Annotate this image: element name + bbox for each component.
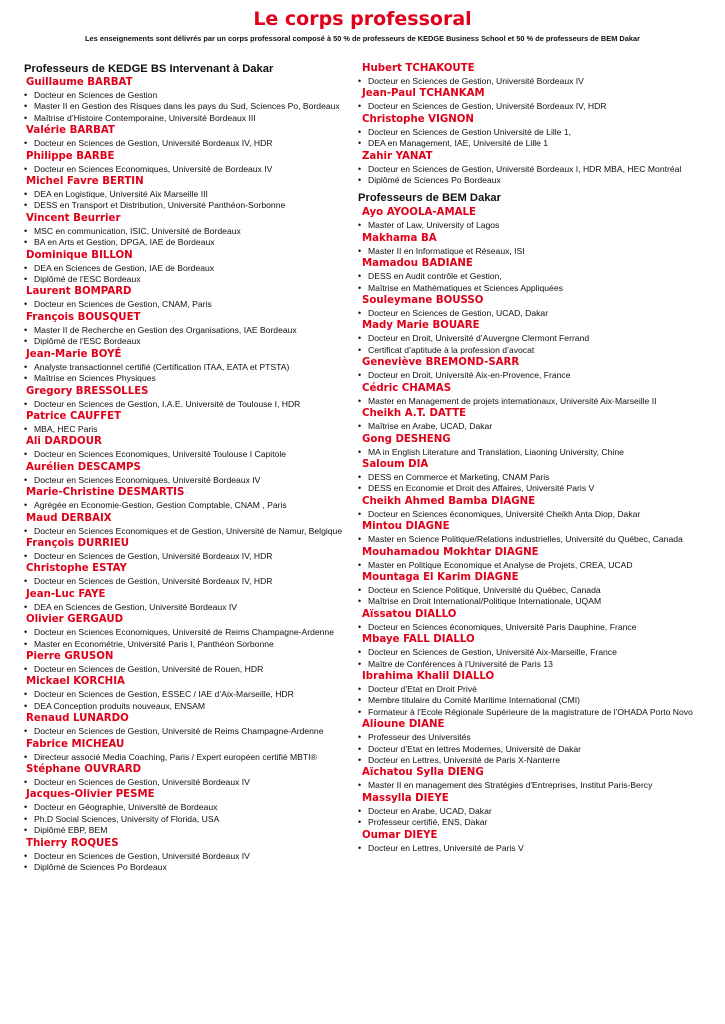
professor-entry — [24, 675, 344, 711]
credential-item: • Docteur en Sciences Economiques, Université de Bordeaux IV — [24, 164, 344, 174]
professor-name: Renaud LUNARDO — [26, 713, 129, 725]
professor-entry — [358, 113, 703, 149]
credential-list — [358, 421, 703, 431]
credential-item: • Docteur en Arabe, UCAD, Dakar — [358, 806, 703, 816]
credential-item: • Docteur en Sciences Economiques, Université Toulouse I Capitole — [24, 449, 344, 459]
credential-item: • Maîtrise en Arabe, UCAD, Dakar — [358, 421, 703, 431]
credential-item: • Docteur en Sciences de Gestion, Université Bordeaux IV, HDR — [24, 138, 344, 148]
right-column — [358, 62, 703, 854]
credential-item: • Docteur en Sciences de Gestion Université de Lille 1, — [358, 127, 703, 137]
professor-name: Mouhamadou Mokhtar DIAGNE — [362, 546, 539, 558]
professor-entry — [24, 285, 344, 309]
professor-name: Christophe VIGNON — [362, 113, 474, 125]
credential-item: • Master en Politique Economique et Analyse de Projets, CREA, UCAD — [358, 560, 703, 570]
credential-item: • Docteur en Sciences économiques, Université Cheikh Anta Diop, Dakar — [358, 509, 703, 519]
credential-item: • Master II en Informatique et Réseaux, ISI — [358, 246, 703, 256]
professor-name: Geneviève BREMOND-SARR — [362, 357, 520, 369]
credential-item: • Master II de Recherche en Gestion des Organisations, IAE Bordeaux — [24, 325, 344, 335]
credential-list — [358, 308, 703, 318]
credential-item: • Diplômé de l’ESC Bordeaux — [24, 274, 344, 284]
professor-entry — [24, 435, 344, 459]
credential-list — [24, 689, 344, 711]
credential-item: • Diplômé de l’ESC Bordeaux — [24, 336, 344, 346]
credential-list — [358, 220, 703, 230]
professor-entry — [358, 792, 703, 828]
professor-entry — [24, 738, 344, 762]
credential-list — [358, 732, 703, 765]
professor-name: Maud DERBAIX — [26, 512, 112, 524]
professor-entry — [358, 150, 703, 186]
professor-name: Thierry ROQUES — [26, 837, 119, 849]
professor-entry — [24, 512, 344, 536]
credential-item: • Maître de Conférences à l’Université de Paris 13 — [358, 659, 703, 669]
credential-item: • Ph.D Social Sciences, University of Florida, USA — [24, 814, 344, 824]
credential-list — [358, 585, 703, 607]
credential-item: • BA en Arts et Gestion, DPGA, IAE de Bordeaux — [24, 237, 344, 247]
kedge-professor-list — [24, 76, 344, 872]
credential-item: • Docteur d’Etat en Droit Privé — [358, 684, 703, 694]
credential-list — [358, 560, 703, 570]
credential-list — [358, 370, 703, 380]
credential-item: • Docteur en Sciences de Gestion, Université de Reims Champagne-Ardenne — [24, 726, 344, 736]
professor-entry — [358, 608, 703, 632]
professor-name: Michel Favre BERTIN — [26, 176, 144, 188]
credential-item: • DESS en Audit contrôle et Gestion, — [358, 271, 703, 281]
credential-item: • Docteur en Lettres, Université de Paris X-Nanterre — [358, 755, 703, 765]
credential-list — [358, 76, 703, 86]
credential-list — [358, 509, 703, 519]
credential-item: • DEA en Sciences de Gestion, Université Bordeaux IV — [24, 602, 344, 612]
credential-list — [358, 396, 703, 406]
credential-list — [24, 551, 344, 561]
credential-item: • Master en Econométrie, Université Paris I, Panthéon Sorbonne — [24, 639, 344, 649]
professor-entry — [24, 537, 344, 561]
credential-item: • Docteur en Sciences de Gestion, UCAD, Dakar — [358, 308, 703, 318]
professor-entry — [24, 788, 344, 835]
credential-list — [24, 752, 344, 762]
professor-name: Saloum DIA — [362, 458, 429, 470]
credential-list — [358, 101, 703, 111]
professor-entry — [24, 76, 344, 123]
credential-list — [24, 362, 344, 384]
credential-item: • Master en Management de projets internationaux, Université Aix-Marseille II — [358, 396, 703, 406]
credential-list — [24, 500, 344, 510]
credential-list — [358, 780, 703, 790]
credential-item: • MA in English Literature and Translation, Liaoning University, Chine — [358, 447, 703, 457]
credential-item: • DEA en Logistique, Université Aix Marseille III — [24, 189, 344, 199]
professor-entry — [24, 348, 344, 384]
credential-item: • DEA Conception produits nouveaux, ENSAM — [24, 701, 344, 711]
credential-list — [358, 472, 703, 494]
professor-name: Guillaume BARBAT — [26, 77, 133, 88]
professor-entry — [358, 232, 703, 256]
credential-list — [358, 246, 703, 256]
credential-item: • Agrégée en Economie-Gestion, Gestion Comptable, CNAM , Paris — [24, 500, 344, 510]
professor-name: Jean-Marie BOYÉ — [26, 348, 122, 360]
credential-list — [24, 189, 344, 211]
credential-list — [358, 164, 703, 186]
kedge-section-heading: Professeurs de KEDGE BS Intervenant à Dakar — [24, 63, 274, 75]
kedge-professor-list-continued — [358, 62, 703, 185]
professor-name: Philippe BARBE — [26, 150, 115, 162]
professor-entry — [358, 319, 703, 355]
professor-name: Ayo AYOOLA-AMALE — [362, 207, 476, 219]
professor-entry — [24, 385, 344, 409]
credential-list — [24, 90, 344, 123]
credential-item: • Docteur en Sciences de Gestion, Université Bordeaux IV — [358, 76, 703, 86]
credential-list — [358, 843, 703, 853]
left-column — [24, 62, 344, 873]
professor-name: Alioune DIANE — [362, 719, 445, 731]
professor-entry — [358, 766, 703, 790]
credential-list — [24, 802, 344, 835]
professor-entry — [24, 763, 344, 787]
professor-entry — [24, 562, 344, 586]
professor-name: Ibrahima Khalil DIALLO — [362, 670, 495, 682]
credential-item: • Master II en management des Stratégies d'Entreprises, Institut Paris-Bercy — [358, 780, 703, 790]
professor-name: Massylla DIEYE — [362, 792, 449, 804]
credential-item: • Maîtrise en Sciences Physiques — [24, 373, 344, 383]
professor-entry — [358, 718, 703, 765]
page-subtitle: Les enseignements sont délivrés par un corps professoral composé à 50 % de professeurs de KEDGE Business School et 50 % de professeurs de BEM Dakar — [85, 34, 640, 43]
page-title: Le corps professoral — [253, 8, 472, 30]
credential-item: • DESS en Economie et Droit des Affaires, Université Paris V — [358, 483, 703, 493]
professor-name: Cédric CHAMAS — [362, 382, 452, 394]
credential-item: • Docteur en Sciences de Gestion, Université Bordeaux I, HDR MBA, HEC Montréal — [358, 164, 703, 174]
professor-entry — [358, 829, 703, 853]
professor-entry — [24, 613, 344, 649]
professor-name: Aïchatou Sylla DIENG — [362, 767, 484, 779]
professor-name: Mady Marie BOUARE — [362, 320, 480, 332]
professor-entry — [358, 356, 703, 380]
credential-item: • Docteur en Sciences économiques, Université Paris Dauphine, France — [358, 622, 703, 632]
professor-name: Pierre GRUSON — [26, 650, 114, 662]
credential-list — [24, 424, 344, 434]
credential-item: • Professeur des Universités — [358, 732, 703, 742]
professor-name: Mintou DIAGNE — [362, 521, 450, 533]
credential-list — [24, 449, 344, 459]
credential-item: • Analyste transactionnel certifié (Certification ITAA, EATA et PTSTA) — [24, 362, 344, 372]
professor-entry — [24, 311, 344, 347]
professor-entry — [24, 588, 344, 612]
professor-entry — [24, 410, 344, 434]
bem-section-heading: Professeurs de BEM Dakar — [358, 192, 502, 205]
professor-entry — [358, 458, 703, 494]
professor-name: Aurélien DESCAMPS — [26, 461, 141, 473]
credential-item: • Docteur en Droit, Université d’Auvergne Clermont Ferrand — [358, 333, 703, 343]
professor-name: Patrice CAUFFET — [26, 410, 122, 422]
professor-entry — [358, 571, 703, 607]
professor-name: Jacques-Olivier PESME — [26, 789, 155, 801]
professor-entry — [24, 150, 344, 174]
credential-item: • Maîtrise en Mathématiques et Sciences Appliquées — [358, 283, 703, 293]
credential-item: • Docteur en Sciences de Gestion, Université Bordeaux IV — [24, 851, 344, 861]
bem-professor-list — [358, 206, 703, 853]
credential-item: • Docteur en Sciences de Gestion, Université Bordeaux IV, HDR — [24, 551, 344, 561]
professor-name: Gregory BRESSOLLES — [26, 385, 149, 397]
credential-item: • MSC en communication, ISIC, Université de Bordeaux — [24, 226, 344, 236]
credential-item: • Diplômé de Sciences Po Bordeaux — [358, 175, 703, 185]
professor-name: Fabrice MICHEAU — [26, 738, 125, 750]
credential-list — [24, 164, 344, 174]
credential-item: • DESS en Commerce et Marketing, CNAM Paris — [358, 472, 703, 482]
professor-entry — [358, 670, 703, 717]
credential-item: • Docteur en Sciences de Gestion, I.A.E. Université de Toulouse I, HDR — [24, 399, 344, 409]
professor-name: Laurent BOMPARD — [26, 286, 132, 298]
credential-item: • Membre titulaire du Comité Maritime International (CMI) — [358, 695, 703, 705]
credential-list — [358, 447, 703, 457]
professor-entry — [358, 433, 703, 457]
professor-name: Jean-Paul TCHANKAM — [362, 88, 485, 100]
credential-item: • Directeur associé Media Coaching, Paris / Expert européen certifié MBTI® — [24, 752, 344, 762]
professor-entry — [358, 87, 703, 111]
credential-item: • DESS en Transport et Distribution, Université Panthéon-Sorbonne — [24, 200, 344, 210]
professor-name: Makhama BA — [362, 232, 437, 244]
professor-name: Cheikh A.T. DATTE — [362, 408, 467, 420]
credential-item: • Docteur en Sciences de Gestion, Université Bordeaux IV, HDR — [24, 576, 344, 586]
credential-list — [358, 534, 703, 544]
professor-name: François BOUSQUET — [26, 311, 141, 323]
credential-item: • Docteur en Droit, Université Aix-en-Provence, France — [358, 370, 703, 380]
credential-item: • Master II en Gestion des Risques dans les pays du Sud, Sciences Po, Bordeaux — [24, 101, 344, 111]
credential-item: • Maîtrise en Droit International/Politique Internationale, UQAM — [358, 596, 703, 606]
professor-name: Christophe ESTAY — [26, 563, 127, 575]
professor-name: Ali DARDOUR — [26, 436, 102, 448]
credential-list — [358, 271, 703, 293]
professor-entry — [24, 650, 344, 674]
credential-item: • Master of Law, University of Lagos — [358, 220, 703, 230]
credential-list — [24, 664, 344, 674]
professor-entry — [24, 175, 344, 211]
professor-name: Cheikh Ahmed Bamba DIAGNE — [362, 495, 536, 507]
credential-list — [358, 333, 703, 355]
credential-item: • Docteur en Sciences de Gestion, Université Bordeaux IV — [24, 777, 344, 787]
credential-item: • Diplômé EBP, BEM — [24, 825, 344, 835]
credential-list — [358, 647, 703, 669]
credential-item: • Master en Science Politique/Relations industrielles, Université du Québec, Canada — [358, 534, 703, 544]
professor-name: Mbaye FALL DIALLO — [362, 634, 475, 646]
professor-name: Vincent Beurrier — [26, 212, 121, 224]
credential-list — [24, 602, 344, 612]
credential-list — [24, 325, 344, 347]
professor-entry — [24, 837, 344, 873]
credential-list — [358, 806, 703, 828]
credential-item: • Diplômé de Sciences Po Bordeaux — [24, 862, 344, 872]
professor-name: Souleymane BOUSSO — [362, 295, 484, 307]
credential-item: • Docteur en Sciences Economiques, Université Bordeaux IV — [24, 475, 344, 485]
professor-entry — [24, 212, 344, 248]
credential-item: • Docteur en Sciences de Gestion, Université Bordeaux IV, HDR — [358, 101, 703, 111]
professor-entry — [358, 520, 703, 544]
credential-item: • Docteur en Géographie, Université de Bordeaux — [24, 802, 344, 812]
credential-list — [358, 684, 703, 717]
professor-name: François DURRIEU — [26, 537, 130, 549]
credential-list — [24, 299, 344, 309]
professor-entry — [358, 407, 703, 431]
professor-entry — [358, 294, 703, 318]
credential-list — [24, 627, 344, 649]
professor-name: Stéphane OUVRARD — [26, 764, 142, 775]
credential-list — [24, 263, 344, 285]
professor-name: Valérie BARBAT — [26, 125, 115, 137]
credential-list — [358, 127, 703, 149]
professor-entry — [358, 257, 703, 293]
professor-name: Zahir YANAT — [362, 150, 433, 162]
professor-name: Dominique BILLON — [26, 249, 133, 261]
credential-list — [24, 399, 344, 409]
credential-item: • DEA en Management, IAE, Université de Lille 1 — [358, 138, 703, 148]
credential-list — [24, 576, 344, 586]
professor-entry — [358, 495, 703, 519]
credential-item: • Maîtrise d’Histoire Contemporaine, Université Bordeaux III — [24, 113, 344, 123]
credential-item: • Docteur en Sciences de Gestion — [24, 90, 344, 100]
credential-list — [24, 138, 344, 148]
professor-name: Mamadou BADIANE — [362, 258, 473, 270]
professor-name: Mickael KORCHIA — [26, 676, 125, 688]
credential-item: • Docteur en Sciences Economiques, Université de Reims Champagne-Ardenne — [24, 627, 344, 637]
credential-list — [358, 622, 703, 632]
credential-item: • Docteur en Sciences de Gestion, ESSEC / IAE d’Aix-Marseille, HDR — [24, 689, 344, 699]
professor-entry — [24, 461, 344, 485]
credential-item: • Docteur en Sciences Economiques et de Gestion, Université de Namur, Belgique — [24, 526, 344, 536]
professor-entry — [358, 633, 703, 669]
credential-item: • Docteur en Science Politique, Université du Québec, Canada — [358, 585, 703, 595]
professor-entry — [24, 712, 344, 736]
professor-entry — [358, 206, 703, 230]
credential-list — [24, 777, 344, 787]
professor-entry — [358, 62, 703, 86]
credential-item: • Docteur d’Etat en lettres Modernes, Université de Dakar — [358, 744, 703, 754]
professor-name: Gong DESHENG — [362, 433, 451, 445]
professor-name: Oumar DIEYE — [362, 829, 438, 841]
credential-item: • Docteur en Sciences de Gestion, CNAM, Paris — [24, 299, 344, 309]
credential-item: • Certificat d’aptitude à la profession d’avocat — [358, 345, 703, 355]
credential-list — [24, 226, 344, 248]
credential-list — [24, 475, 344, 485]
professor-entry — [358, 546, 703, 570]
credential-item: • DEA en Sciences de Gestion, IAE de Bordeaux — [24, 263, 344, 273]
credential-list — [24, 726, 344, 736]
professor-name: Marie-Christine DESMARTIS — [26, 487, 185, 499]
professor-name: Olivier GERGAUD — [26, 614, 124, 626]
credential-list — [24, 851, 344, 873]
professor-entry — [24, 124, 344, 148]
professor-name: Jean-Luc FAYE — [26, 588, 106, 600]
professor-name: Aïssatou DIALLO — [362, 608, 457, 620]
credential-item: • MBA, HEC Paris — [24, 424, 344, 434]
credential-item: • Docteur en Lettres, Université de Paris V — [358, 843, 703, 853]
credential-item: • Formateur à l’Ecole Régionale Supérieure de la magistrature de l’OHADA Porto Novo — [358, 707, 703, 717]
professor-name: Hubert TCHAKOUTE — [362, 63, 475, 74]
credential-item: • Docteur en Sciences de Gestion, Université Aix-Marseille, France — [358, 647, 703, 657]
credential-item: • Professeur certifié, ENS, Dakar — [358, 817, 703, 827]
credential-item: • Docteur en Sciences de Gestion, Université de Rouen, HDR — [24, 664, 344, 674]
professor-entry — [358, 382, 703, 406]
professor-entry — [24, 249, 344, 285]
professor-name: Mountaga El Karim DIAGNE — [362, 571, 519, 583]
credential-list — [24, 526, 344, 536]
professor-entry — [24, 486, 344, 510]
